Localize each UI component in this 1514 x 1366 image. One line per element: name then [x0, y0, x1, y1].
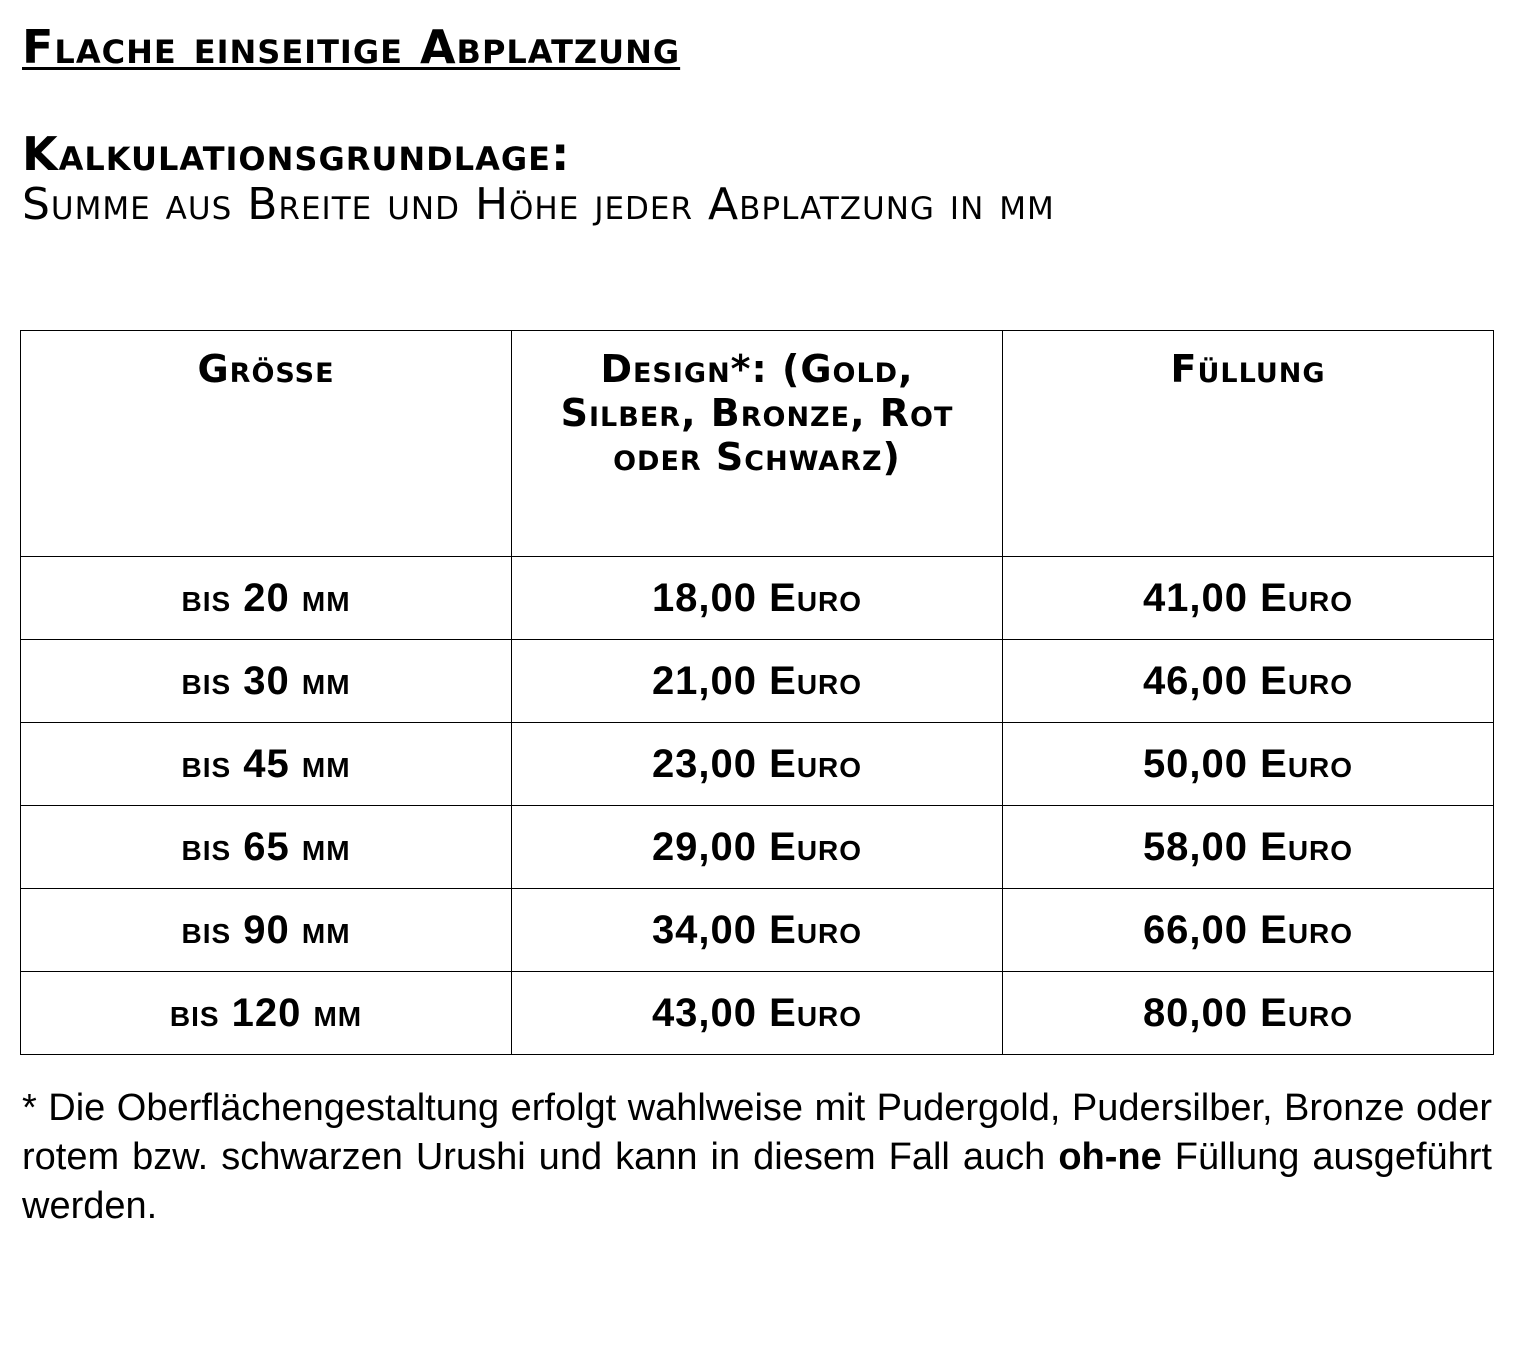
- design-price-cell: 18,00 Euro: [512, 557, 1003, 640]
- size-cell: bis 90 mm: [21, 889, 512, 972]
- design-price-cell: 29,00 Euro: [512, 806, 1003, 889]
- calculation-heading: Kalkulationsgrundlage:: [22, 127, 571, 181]
- design-price-cell: 34,00 Euro: [512, 889, 1003, 972]
- footnote-text-end: Füllung ausgeführt werden.: [22, 1136, 1492, 1227]
- size-cell: bis 30 mm: [21, 640, 512, 723]
- design-price-cell: 43,00 Euro: [512, 972, 1003, 1055]
- size-cell: bis 120 mm: [21, 972, 512, 1055]
- footnote-text-start: * Die Oberflächengestaltung erfolgt wahlweise mit Pudergold, Pudersilber, Bronze oder rotem bzw. schwarzen Urushi und kann in diesem Fall auch: [22, 1087, 1492, 1178]
- filling-price-cell: 66,00 Euro: [1003, 889, 1494, 972]
- design-price-cell: 23,00 Euro: [512, 723, 1003, 806]
- table-row: [21, 889, 1494, 972]
- footnote: [22, 1084, 1492, 1231]
- calculation-text: Summe aus Breite und Höhe jeder Abplatzung in mm: [22, 179, 1055, 230]
- price-table: [20, 330, 1494, 1055]
- table-row: [21, 972, 1494, 1055]
- design-price-cell: 21,00 Euro: [512, 640, 1003, 723]
- filling-price-cell: 80,00 Euro: [1003, 972, 1494, 1055]
- table-row: [21, 723, 1494, 806]
- size-cell: bis 20 mm: [21, 557, 512, 640]
- header-design: [512, 331, 1003, 557]
- table-row: [21, 557, 1494, 640]
- table-row: [21, 640, 1494, 723]
- filling-price-cell: 50,00 Euro: [1003, 723, 1494, 806]
- page-title: Flache einseitige Abplatzung: [22, 20, 681, 74]
- size-cell: bis 65 mm: [21, 806, 512, 889]
- header-size: Grösse: [21, 331, 512, 557]
- table-header-row: [21, 331, 1494, 557]
- filling-price-cell: 41,00 Euro: [1003, 557, 1494, 640]
- footnote-emphasis: oh-ne: [1058, 1136, 1162, 1178]
- filling-price-cell: 58,00 Euro: [1003, 806, 1494, 889]
- size-cell: bis 45 mm: [21, 723, 512, 806]
- header-design-label: Design*: (Gold, Silber, Bronze, Rot oder Schwarz): [560, 347, 954, 479]
- table-row: [21, 806, 1494, 889]
- filling-price-cell: 46,00 Euro: [1003, 640, 1494, 723]
- header-filling: Füllung: [1003, 331, 1494, 557]
